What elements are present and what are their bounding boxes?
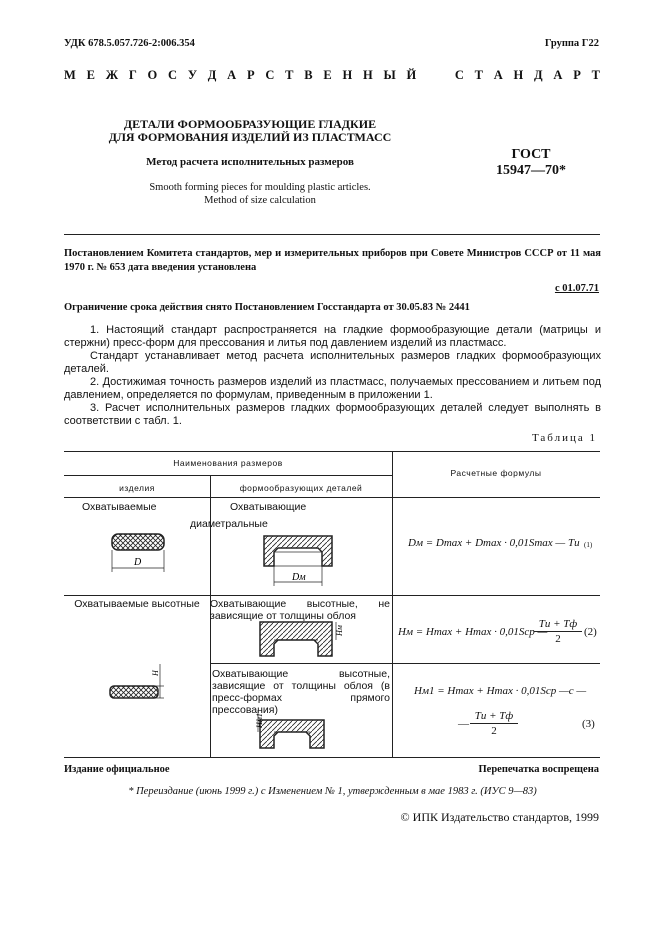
row3-fraction-prefix: — <box>458 718 469 730</box>
title-line-2: ДЛЯ ФОРМОВАНИЯ ИЗДЕЛИЙ ИЗ ПЛАСТМАСС <box>108 130 392 144</box>
heading-letter: Р <box>573 68 581 82</box>
row1-formula-number: (1) <box>584 541 593 549</box>
heading-letter <box>427 68 430 83</box>
heading-letter: Т <box>285 68 294 82</box>
interstate-standard-heading <box>64 68 600 83</box>
document-title <box>100 118 400 144</box>
reissue-note: * Переиздание (июнь 1999 г.) с Изменением № 1, утвержденным в мае 1983 г. (ИУС 9—83) <box>128 786 537 797</box>
row2-fraction-denominator: 2 <box>555 633 561 645</box>
heading-letter: Ж <box>105 68 119 82</box>
row1-item-drawing <box>108 528 168 578</box>
heading-letter: Н <box>363 68 373 82</box>
heading-letter: А <box>227 68 237 82</box>
row1-piece-drawing <box>262 532 334 590</box>
row1-dim-dm: Dм <box>292 572 306 583</box>
heading-letter: С <box>168 68 178 82</box>
gost-designation <box>486 147 576 179</box>
heading-letter: Н <box>513 68 524 82</box>
header-pieces: формообразующих деталей <box>239 483 363 493</box>
row3-formula-line1: Hм1 = Hmax + Hmax · 0,01Sср —c — <box>414 685 587 697</box>
reprint-forbidden: Перепечатка воспрещена <box>478 764 599 775</box>
row2-item-drawing <box>106 660 166 706</box>
decree-text: Постановлением Комитета стандартов, мер и измерительных приборов при Совете Министров СССР от 11 мая 1970 г. № 653 дата введения установлена <box>64 248 601 273</box>
header-formulas: Расчетные формулы <box>450 468 542 478</box>
heading-letter: Е <box>323 68 332 82</box>
paragraph-3: 3. Расчет исполнительных размеров гладких формообразующих деталей следует выполнять в соответствии с табл. 1. <box>64 402 601 427</box>
heading-letter: С <box>454 68 464 82</box>
row1-piece-line2: диаметральные <box>190 518 268 530</box>
english-title-line-2: Method of size calculation <box>204 195 316 206</box>
row2-formula: Hм = Hmax + Hmax · 0,01Sср — <box>398 626 548 638</box>
heading-letter <box>441 68 444 83</box>
row2-item: Охватываемые высотные <box>74 598 200 610</box>
row3-piece: Охватывающие высотные, зависящие от толщины облоя (в пресс-формах прямого прессования) <box>212 668 390 716</box>
row2-formula-number: (2) <box>584 626 597 638</box>
row2-fraction-numerator: Tи + Tф <box>534 618 582 632</box>
group-code: Группа Г22 <box>544 38 599 49</box>
header-sizes: Наименования размеров <box>173 458 283 468</box>
row1-dim-d: D <box>134 557 142 568</box>
row3-piece-drawing <box>252 706 332 750</box>
heading-letter: С <box>265 68 275 82</box>
heading-letter: Й <box>406 68 417 82</box>
heading-letter: М <box>64 68 76 82</box>
row3-fraction-denominator: 2 <box>491 725 497 737</box>
paragraph-1: 1. Настоящий стандарт распространяется на гладкие формообразующие детали (матрицы и стержни) пресс-форм для прессования и литья под давлением изделий из пластмасс. <box>64 324 601 349</box>
paragraph-2: 2. Достижимая точность размеров изделий из пластмасс, получаемых прессованием и литьем под давлением, определяется по формулам, приведенным в приложении 1. <box>64 376 601 401</box>
method-subtitle: Метод расчета исполнительных размеров <box>146 156 354 168</box>
row1-piece-line1: Охватывающие <box>230 501 307 513</box>
heading-letter: Ы <box>383 68 396 82</box>
row3-formula-number: (3) <box>582 718 595 730</box>
heading-letter: В <box>304 68 313 82</box>
english-title <box>100 181 420 207</box>
effective-date: с 01.07.71 <box>554 283 599 294</box>
heading-letter: У <box>187 68 198 82</box>
row2-dim-hm: Hм <box>335 625 344 636</box>
heading-letter: А <box>493 68 503 82</box>
gost-label: ГОСТ <box>511 147 551 162</box>
heading-letter: А <box>553 68 563 82</box>
heading-letter: Г <box>128 68 137 82</box>
header-items: изделия <box>119 483 155 493</box>
heading-letter: Т <box>591 68 600 82</box>
copyright: © ИПК Издательство стандартов, 1999 <box>400 810 599 824</box>
row3-fraction-numerator: Tи + Tф <box>470 710 518 724</box>
divider <box>64 234 600 235</box>
heading-letter: Д <box>207 68 217 82</box>
heading-letter: Т <box>474 68 483 82</box>
heading-letter: Р <box>246 68 255 82</box>
row1-formula: Dм = Dmax + Dmax · 0,01Smax — Tи <box>408 537 580 549</box>
english-title-line-1: Smooth forming pieces for moulding plastic articles. <box>149 182 371 193</box>
row2-dim-h: H <box>151 670 160 676</box>
heading-letter: Н <box>342 68 353 82</box>
row2-piece: Охватывающие высотные, не зависящие от толщины облоя <box>210 598 390 622</box>
gost-number: 15947—70* <box>496 163 566 178</box>
title-line-1: ДЕТАЛИ ФОРМООБРАЗУЮЩИЕ ГЛАДКИЕ <box>123 117 377 131</box>
limitation-note: Ограничение срока действия снято Постановлением Госстандарта от 30.05.83 № 2441 <box>64 302 470 313</box>
official-edition: Издание официальное <box>64 764 170 775</box>
table-label: Таблица 1 <box>531 432 597 444</box>
udk-code: УДК 678.5.057.726-2:006.354 <box>64 38 195 49</box>
heading-letter: О <box>147 68 158 82</box>
paragraph-1b: Стандарт устанавливает метод расчета исполнительных размеров гладких формообразующих деталей. <box>64 350 601 375</box>
row2-piece-drawing <box>258 618 348 662</box>
heading-letter: Е <box>86 68 95 82</box>
row1-item: Охватываемые <box>82 501 157 513</box>
heading-letter: Д <box>534 68 543 82</box>
row3-dim-hm1: Hм1 <box>255 713 264 728</box>
